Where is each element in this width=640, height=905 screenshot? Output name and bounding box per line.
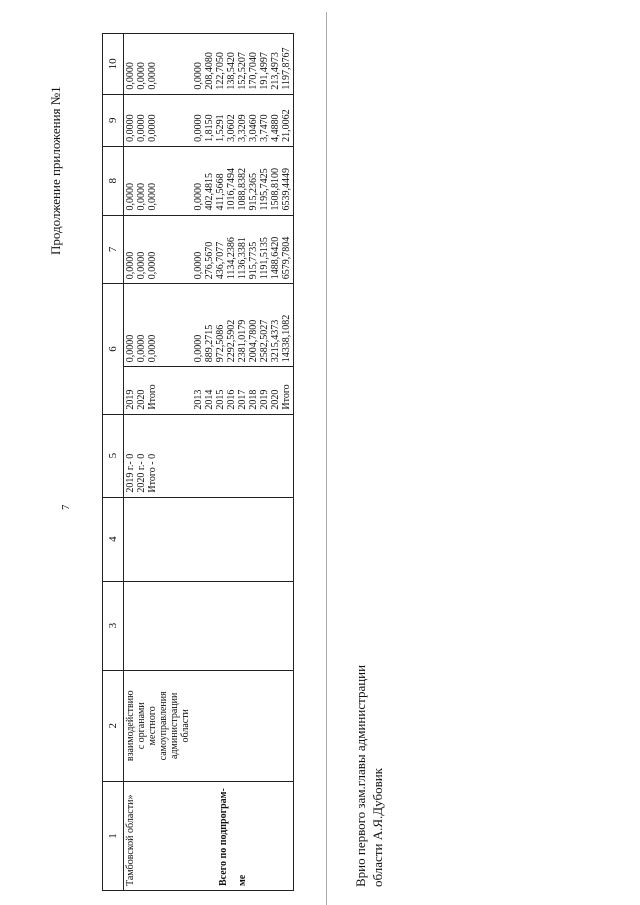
cell-col2: взаимодействию с органами местного самоуправления администрации области xyxy=(124,670,193,781)
cell-col5: 2019 г.- 0 2020 г.- 0 Итого - 0 xyxy=(124,414,193,497)
program-table xyxy=(102,33,294,891)
cell-col10: 0,0000 208,4080 122,7050 138,5420 152,5207 170,7040 191,4997 213,4973 1197,8767 xyxy=(192,34,294,95)
cell-total-label: Всего по подпрограм- ме xyxy=(192,781,294,890)
cell-col8: 0,0000 0,0000 0,0000 xyxy=(124,146,193,215)
cell-col8: 0,0000 402,4815 411,5668 1016,7494 1088,8382 915,2365 1195,7425 1508,8100 6539,4449 xyxy=(192,146,294,215)
header-cell: 8 xyxy=(103,146,124,215)
header-cell: 10 xyxy=(103,34,124,95)
header-row xyxy=(103,34,124,891)
header-cell: 3 xyxy=(103,581,124,670)
appendix-title: Продолжение приложения №1 xyxy=(48,86,63,255)
cell-years: 2013 2014 2015 2016 2017 2018 2019 2020 Итого xyxy=(192,367,294,414)
table-row xyxy=(124,34,193,891)
signature-line-1: Врио первого зам.главы администрации xyxy=(353,664,368,887)
cell-col9: 0,0000 0,0000 0,0000 xyxy=(124,94,193,146)
cell-col9: 0,0000 1,8150 1,5291 3,0602 3,3209 3,0460 3,7470 4,4880 21,0062 xyxy=(192,94,294,146)
page-number: 7 xyxy=(60,504,72,510)
cell-col6: 0,0000 889,2715 972,5086 2292,5902 2381,0179 2004,7800 2582,5027 3215,4373 14338,1082 xyxy=(192,284,294,367)
table-row-total xyxy=(192,34,294,891)
header-cell: 2 xyxy=(103,670,124,781)
cell-col10: 0,0000 0,0000 0,0000 xyxy=(124,34,193,95)
scan-border-line xyxy=(326,12,327,905)
cell-col3 xyxy=(124,581,193,670)
cell-years: 2019 2020 Итого xyxy=(124,367,193,414)
cell-col7: 0,0000 0,0000 0,0000 xyxy=(124,215,193,284)
header-cell: 5 xyxy=(103,414,124,497)
header-cell: 6 xyxy=(103,284,124,414)
header-cell: 4 xyxy=(103,497,124,581)
header-cell: 1 xyxy=(103,781,124,890)
cell-col7: 0,0000 276,5670 436,7077 1134,2386 1136,3381 915,7735 1191,5135 1488,6420 6579,7804 xyxy=(192,215,294,284)
header-cell: 7 xyxy=(103,215,124,284)
header-cell: 9 xyxy=(103,94,124,146)
signature-line-2: области А.Я.Дубовик xyxy=(370,768,385,887)
cell-col4 xyxy=(124,497,193,581)
cell-col1: Тамбовской области» xyxy=(124,781,193,890)
signature-block xyxy=(352,665,386,887)
cell-col6: 0,0000 0,0000 0,0000 xyxy=(124,284,193,367)
